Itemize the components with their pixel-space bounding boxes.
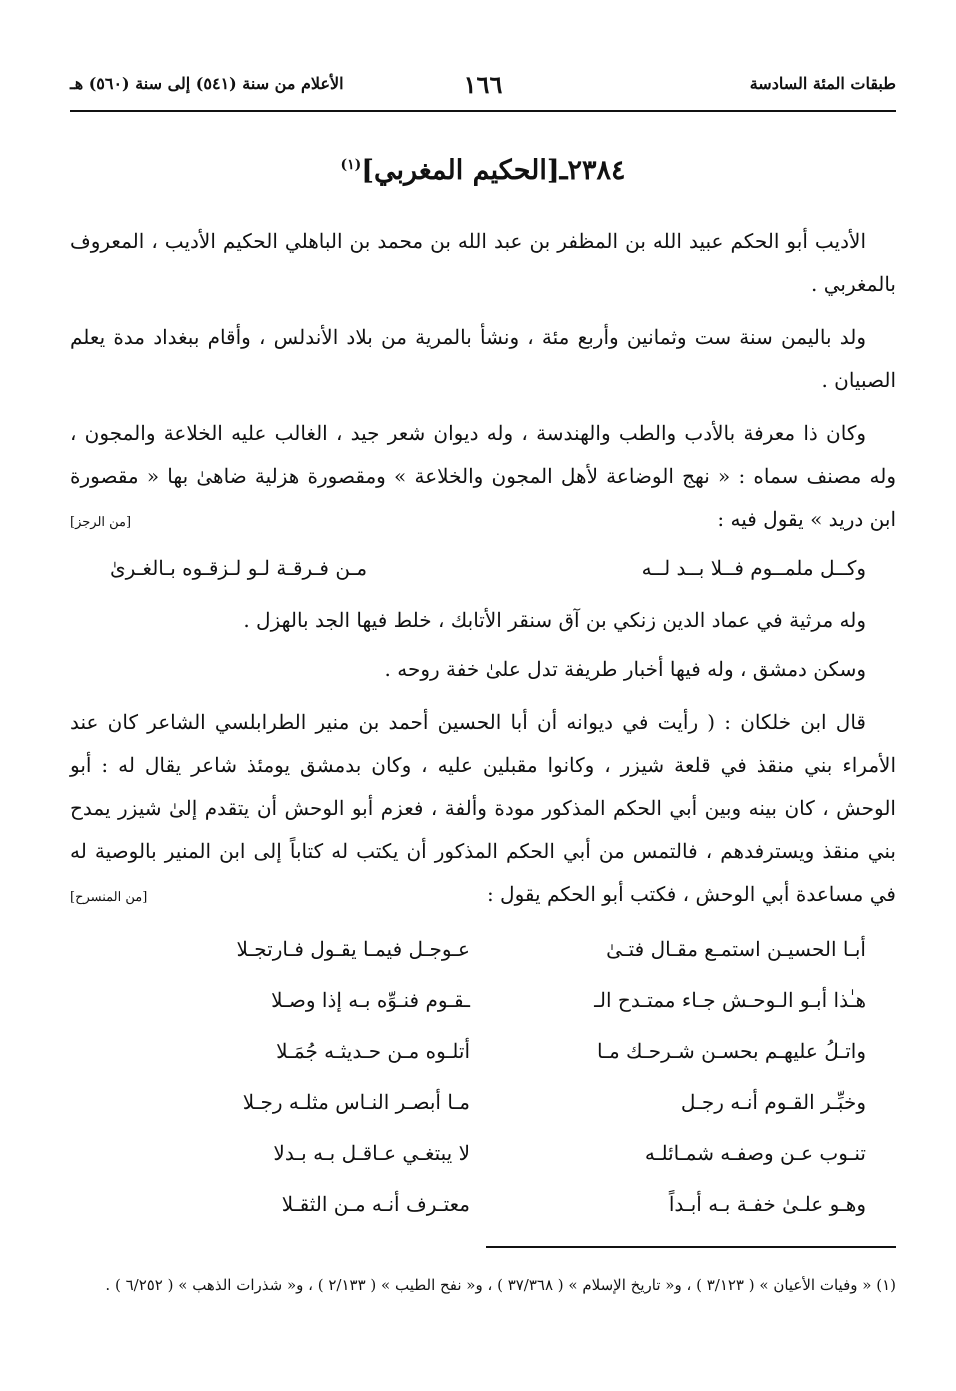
paragraph: الأديب أبو الحكم عبيد الله بن المظفر بن عبد الله بن محمد بن الباهلي الحكيم الأديب ، المعروف بالمغربي . [70, 229, 896, 296]
poem-verse [70, 1077, 896, 1128]
verse-hemistich-second: أتلـوه مـن حـديثـه جُمَـلا [276, 1039, 470, 1063]
entry-body [70, 220, 896, 1230]
paragraph: وله مرثية في عماد الدين زنكي بن آق سنقر الأتابك ، خلط فيها الجد بالهزل . [243, 608, 866, 632]
page-header [70, 70, 896, 110]
footnote: (١) « وفيات الأعيان » ( ٣/١٢٣ ) ، و« تاريخ الإسلام » ( ٣٧/٣٦٨ ) ، و« نفح الطيب » ( ٢/١٣٣ ) ، و« شذرات الذهب » ( ٦/٢٥٢ ) . [105, 1276, 896, 1294]
verse-hemistich-first: وخبِّـر القـوم أنـه رجـل [680, 1090, 866, 1114]
paragraph: وسكن دمشق ، وله فيها أخبار طريفة تدل علىٰ خفة روحه . [384, 657, 866, 681]
verse-line [70, 543, 896, 593]
paragraph-with-meter [70, 412, 896, 541]
verse-hemistich-second: عـوجـل فيمـا يقـول فـارتجـلا [236, 937, 470, 961]
paragraph: ولد باليمن سنة ست وثمانين وأربع مئة ، ونشأ بالمرية من بلاد الأندلس ، وأقام ببغداد مدة يعلم الصبيان . [70, 325, 896, 392]
verse-hemistich-first: هـٰذا أبـو الـوحـش جـاء ممتـدح الـ [594, 988, 866, 1012]
header-divider [70, 110, 896, 112]
page-number: ١٦٦ [463, 70, 503, 99]
entry-title-text: ٢٣٨٤ـ[الحكيم المغربي] [361, 155, 626, 186]
paragraph: قال ابن خلكان : ( رأيت في ديوانه أن أبا الحسين أحمد بن منير الطرابلسي الشاعر كان عند الأمراء بني منقذ في قلعة شيزر ، وكانوا مقبلين عليه ، وكان بدمشق يومئذ شاعر يقال له : أبو الوحش ، كان بينه وبين أبي الحكم المذكور مودة وألفة ، فعزم أبو الوحش أن يتقدم إلىٰ شيزر يمدح بني منقذ ويسترفدهم ، فالتمس من أبي الحكم المذكور أن يكتب له كتاباً إلى ابن المنير بالوصية له في مساعدة أبي الوحش ، فكتب أبو الحكم يقول : [70, 710, 897, 906]
paragraph-with-meter [70, 701, 896, 916]
poem-verse [70, 924, 896, 975]
paragraph: وكان ذا معرفة بالأدب والطب والهندسة ، وله ديوان شعر جيد ، الغالب عليه الخلاعة والمجون ، وله مصنف سماه : « نهج الوضاعة لأهل المجون والخلاعة » ومقصورة هزلية ضاهىٰ بها « مقصورة ابن دريد » يقول فيه : [70, 421, 896, 531]
poem-verse [70, 1026, 896, 1077]
verse-hemistich-second: ـقـوم فنـوِّه بـه إذا وصـلا [271, 988, 470, 1012]
verse-hemistich-second: مـا أبصـر النـاس مثلـه رجـلا [242, 1090, 470, 1114]
header-section-title: طبقات المئة السادسة [749, 74, 896, 93]
verse-hemistich-first: وكــل ملمــوم فــلا بــد لــه [641, 556, 866, 580]
meter-label: [من المنسرح] [70, 890, 148, 905]
meter-label: [من الرجز] [70, 515, 132, 530]
poem-verse [70, 1179, 896, 1230]
footnote-marker: (١) [340, 157, 362, 173]
verse-hemistich-first: تنـوب عـن وصفـه شمـائلـه [644, 1141, 866, 1165]
poem [70, 924, 896, 1230]
verse-hemistich-second: لا يبتغـي عـاقـل بـه بـدلا [273, 1141, 470, 1165]
poem-verse [70, 1128, 896, 1179]
entry-title [70, 155, 896, 186]
verse-hemistich-first: وهـو علـىٰ خفـة بـه أبـداً [668, 1192, 866, 1216]
poem-verse [70, 975, 896, 1026]
header-range: الأعلام من سنة (٥٤١) إلى سنة (٥٦٠) هـ [70, 74, 344, 93]
verse-hemistich-first: واتـلُ عليهـم بحسـن شـرحـك مـا [597, 1039, 866, 1063]
footnote-divider [486, 1246, 896, 1248]
verse-hemistich-first: أبـا الحسيـن استمـع مقـال فتـىٰ [606, 937, 866, 961]
verse-hemistich-second: معتـرف أنـه مـن الثقـلا [281, 1192, 470, 1216]
verse-hemistich-second: مـن فـرقـة لـو لـزقـوه بـالغـرىٰ [110, 556, 368, 580]
